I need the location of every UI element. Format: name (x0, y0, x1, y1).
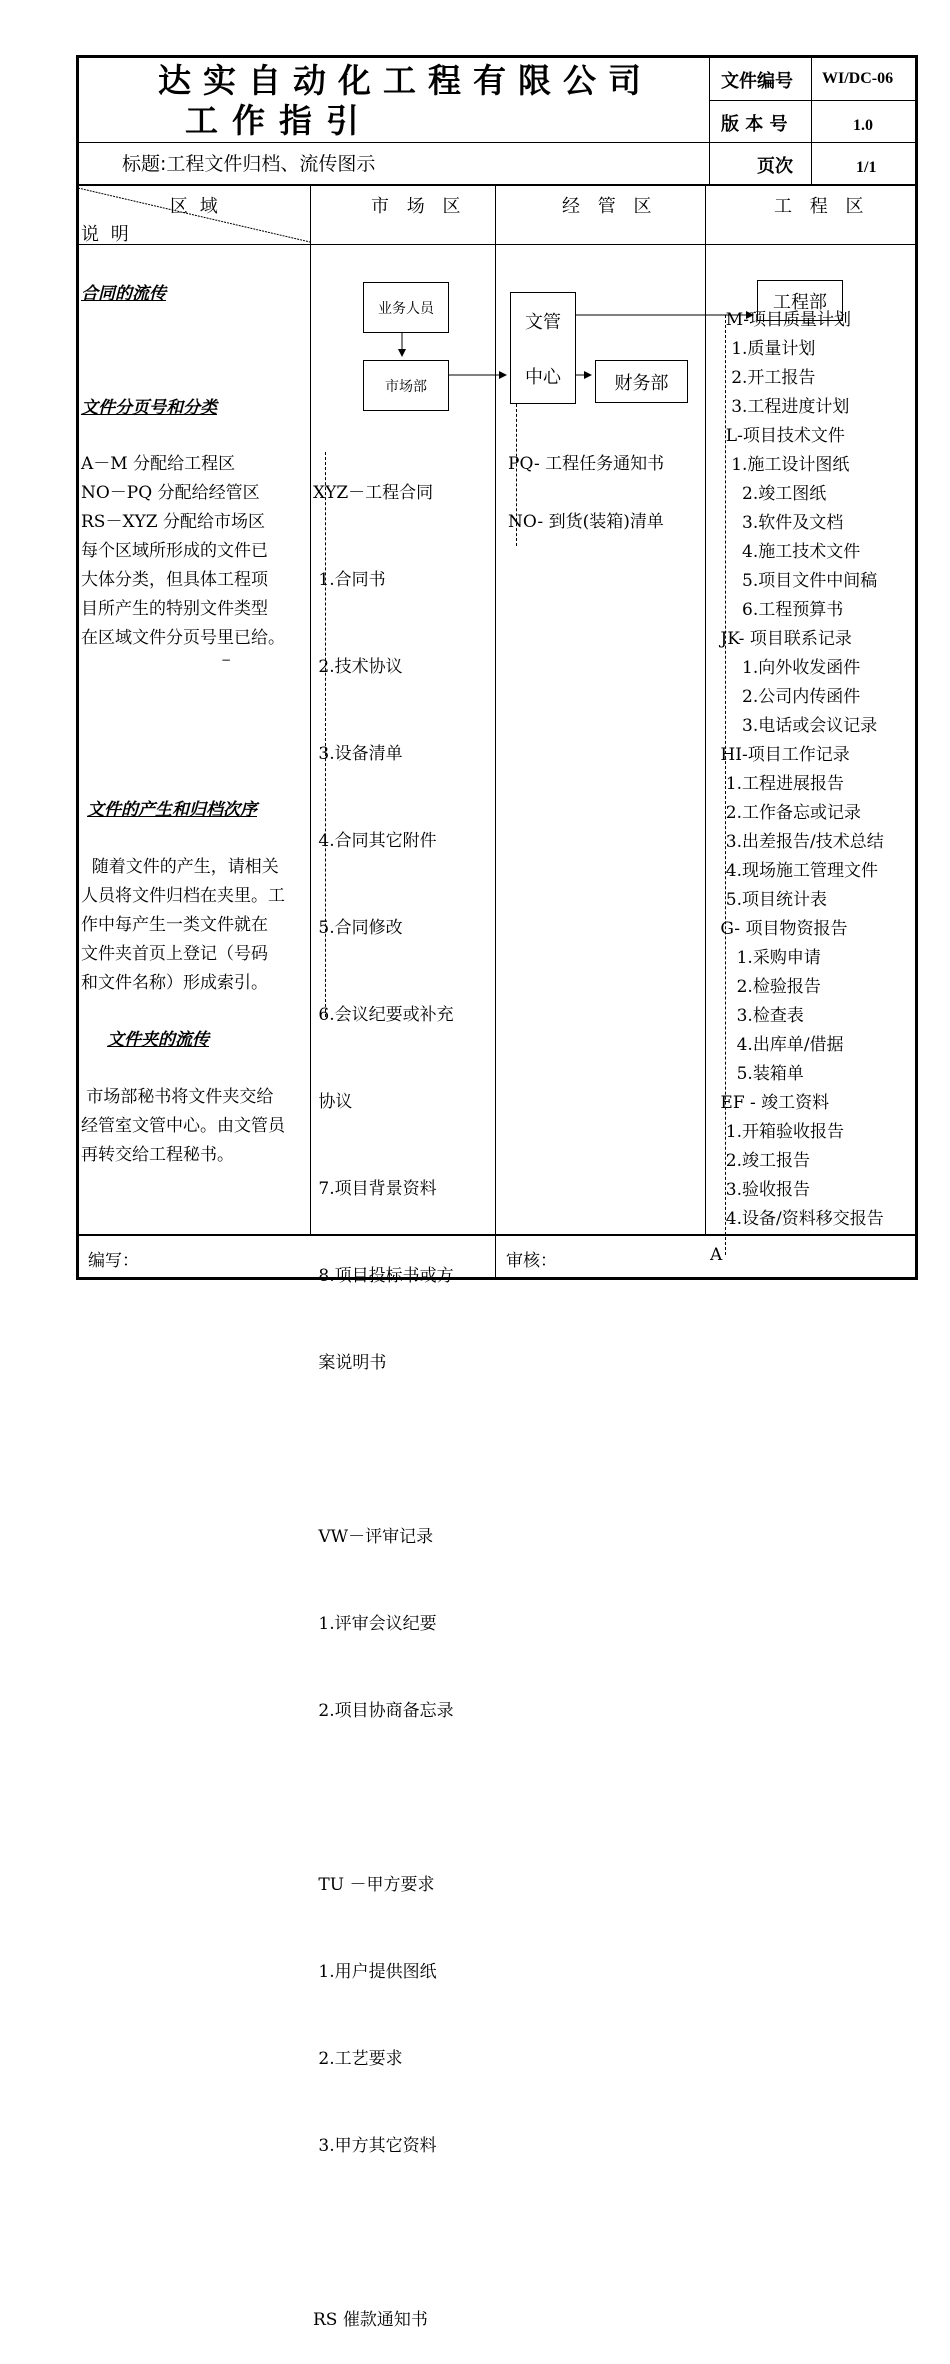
market-list-item: 协议 (313, 1092, 353, 1112)
folder-flow-line: 市场部秘书将文件夹交给 (81, 1087, 274, 1107)
engineering-list-item: JK- 项目联系记录 (715, 629, 852, 649)
engineering-list-item: 1.工程进展报告 (715, 774, 845, 794)
archiving-line: 作中每产生一类文件就在 (81, 915, 268, 935)
market-list-item: 1.用户提供图纸 (313, 1962, 437, 1982)
classification-line: NO－PQ 分配给经管区 (81, 483, 260, 503)
folder-flow-line: 再转交给工程秘书。 (81, 1145, 234, 1165)
market-list-item: 3.设备清单 (313, 744, 403, 764)
engineering-list-item: 6.工程预算书 (715, 600, 844, 620)
market-list-item: 1.评审会议纪要 (313, 1614, 437, 1634)
engineering-list-item: 1.开箱验收报告 (715, 1122, 845, 1142)
engineering-list-item: 1.向外收发函件 (715, 658, 861, 678)
classification-line: A－M 分配给工程区 (81, 454, 236, 474)
engineering-list-item: EF - 竣工资料 (715, 1093, 830, 1113)
engineering-list-item: 2.开工报告 (715, 368, 816, 388)
management-no-item: NO- 到货(装箱)清单 (508, 512, 664, 532)
page-label: 页次 (757, 156, 793, 177)
market-list-item: 2.工艺要求 (313, 2049, 403, 2069)
version-label: 版 本 号 (721, 114, 788, 135)
archiving-line: 文件夹首页上登记（号码 (81, 944, 268, 964)
market-list-item: XYZ－工程合同 (313, 483, 434, 503)
section-folder-flow: 文件夹的流传 (107, 1030, 209, 1050)
engineering-list-item: 4.现场施工管理文件 (715, 861, 879, 881)
engineering-list-item: G- 项目物资报告 (715, 919, 848, 939)
classification-line: 在区域文件分页号里已给。 (81, 628, 285, 648)
sales-staff-box: 业务人员 (363, 282, 449, 333)
market-list-item: TU －甲方要求 (313, 1875, 435, 1895)
market-list-item: 3.甲方其它资料 (313, 2136, 437, 2156)
market-list-item: 5.合同修改 (313, 918, 403, 938)
section-generation-archiving: 文件的产生和归档次序 (87, 800, 257, 820)
doc-number-value: WI/DC-06 (822, 70, 894, 87)
finance-dept-box: 财务部 (595, 360, 688, 403)
market-list-spacer (313, 1436, 454, 1465)
engineering-list-item: 4.设备/资料移交报告 (715, 1209, 884, 1229)
engineering-list-item: 4.出库单/借据 (715, 1035, 844, 1055)
description-label: 说 明 (81, 224, 132, 245)
engineering-list-item: 3.出差报告/技术总结 (715, 832, 884, 852)
engineering-list-item: 1.采购申请 (715, 948, 821, 968)
engineering-list-item: 1.施工设计图纸 (715, 455, 850, 475)
engineering-list-item: M-项目质量计划 (715, 310, 851, 330)
engineering-list-item: 2.公司内传函件 (715, 687, 861, 707)
section-file-classification: 文件分页号和分类 (81, 398, 217, 418)
market-list-item: 6.会议纪要或补充 (313, 1005, 454, 1025)
folder-flow-line: 经管室文管中心。由文管员 (81, 1116, 285, 1136)
market-list-item: 案说明书 (313, 1353, 387, 1373)
classification-line: RS－XYZ 分配给市场区 (81, 512, 265, 532)
market-list-item: 1.合同书 (313, 570, 386, 590)
region-label: 区 域 (170, 196, 221, 217)
archiving-line: 人员将文件归档在夹里。工 (81, 886, 285, 906)
archiving-line: 和文件名称）形成索引。 (81, 973, 268, 993)
doc-center-label-top: 文管 (525, 311, 561, 333)
market-dept-box: 市场部 (363, 360, 449, 411)
engineering-list-item: 5.装箱单 (715, 1064, 804, 1084)
author-label: 编写： (88, 1251, 139, 1271)
company-name: 达实自动化工程有限公司 (158, 61, 653, 100)
market-zone-header: 市 场 区 (371, 196, 467, 217)
classification-line: 目所产生的特别文件类型 (81, 599, 268, 619)
engineering-list-item: 2.工作备忘或记录 (715, 803, 862, 823)
engineering-list-item: 3.工程进度计划 (715, 397, 850, 417)
engineering-list-item: 3.检查表 (715, 1006, 804, 1026)
engineering-list-item: 4.施工技术文件 (715, 542, 861, 562)
engineering-list-item: 1.质量计划 (715, 339, 816, 359)
engineering-list-item: 3.验收报告 (715, 1180, 811, 1200)
doc-type-title: 工作指引 (185, 101, 373, 140)
market-list-item: 2.技术协议 (313, 657, 403, 677)
market-list-spacer (313, 2219, 454, 2248)
doc-center-label-bottom: 中心 (525, 366, 561, 388)
management-pq-item: PQ- 工程任务通知书 (508, 454, 665, 474)
engineering-list-item: 3.软件及文档 (715, 513, 844, 533)
doc-title: 标题:工程文件归档、流传图示 (122, 153, 376, 175)
engineering-list-item: 2.检验报告 (715, 977, 821, 997)
classification-line: 每个区域所形成的文件已 (81, 541, 268, 561)
market-list-item: RS 催款通知书 (313, 2310, 428, 2330)
archiving-line: 随着文件的产生，请相关 (81, 857, 279, 877)
market-list-item: 7.项目背景资料 (313, 1179, 437, 1199)
market-doc-list (313, 421, 454, 2364)
engineering-list-item: 2.竣工图纸 (715, 484, 827, 504)
doc-number-label: 文件编号 (721, 71, 793, 92)
section-contract-flow: 合同的流传 (81, 284, 166, 304)
engineering-list-item: L-项目技术文件 (715, 426, 845, 446)
management-zone-header: 经 管 区 (562, 196, 658, 217)
engineering-zone-header: 工 程 区 (774, 196, 870, 217)
engineering-doc-list (715, 306, 884, 1234)
version-value: 1.0 (853, 117, 873, 134)
classification-line: 大体分类，但具体工程项 (81, 570, 268, 590)
engineering-list-item: 5.项目统计表 (715, 890, 828, 910)
engineering-list-item: HI-项目工作记录 (715, 745, 850, 765)
minus-mark: − (221, 653, 232, 667)
review-label: 审核： (506, 1251, 557, 1271)
market-list-spacer (313, 1784, 454, 1813)
page-value: 1/1 (856, 159, 877, 176)
market-list-item: 2.项目协商备忘录 (313, 1701, 454, 1721)
market-list-item: 8.项目投标书或方 (313, 1266, 454, 1286)
engineering-list-item: 5.项目文件中间稿 (715, 571, 878, 591)
market-list-item: VW－评审记录 (313, 1527, 434, 1547)
market-list-item: 4.合同其它附件 (313, 831, 437, 851)
mark-a: A (710, 1245, 723, 1265)
engineering-list-item: 2.竣工报告 (715, 1151, 811, 1171)
engineering-list-item: 3.电话或会议记录 (715, 716, 878, 736)
engineering-dept-box: 工程部 (757, 280, 843, 321)
